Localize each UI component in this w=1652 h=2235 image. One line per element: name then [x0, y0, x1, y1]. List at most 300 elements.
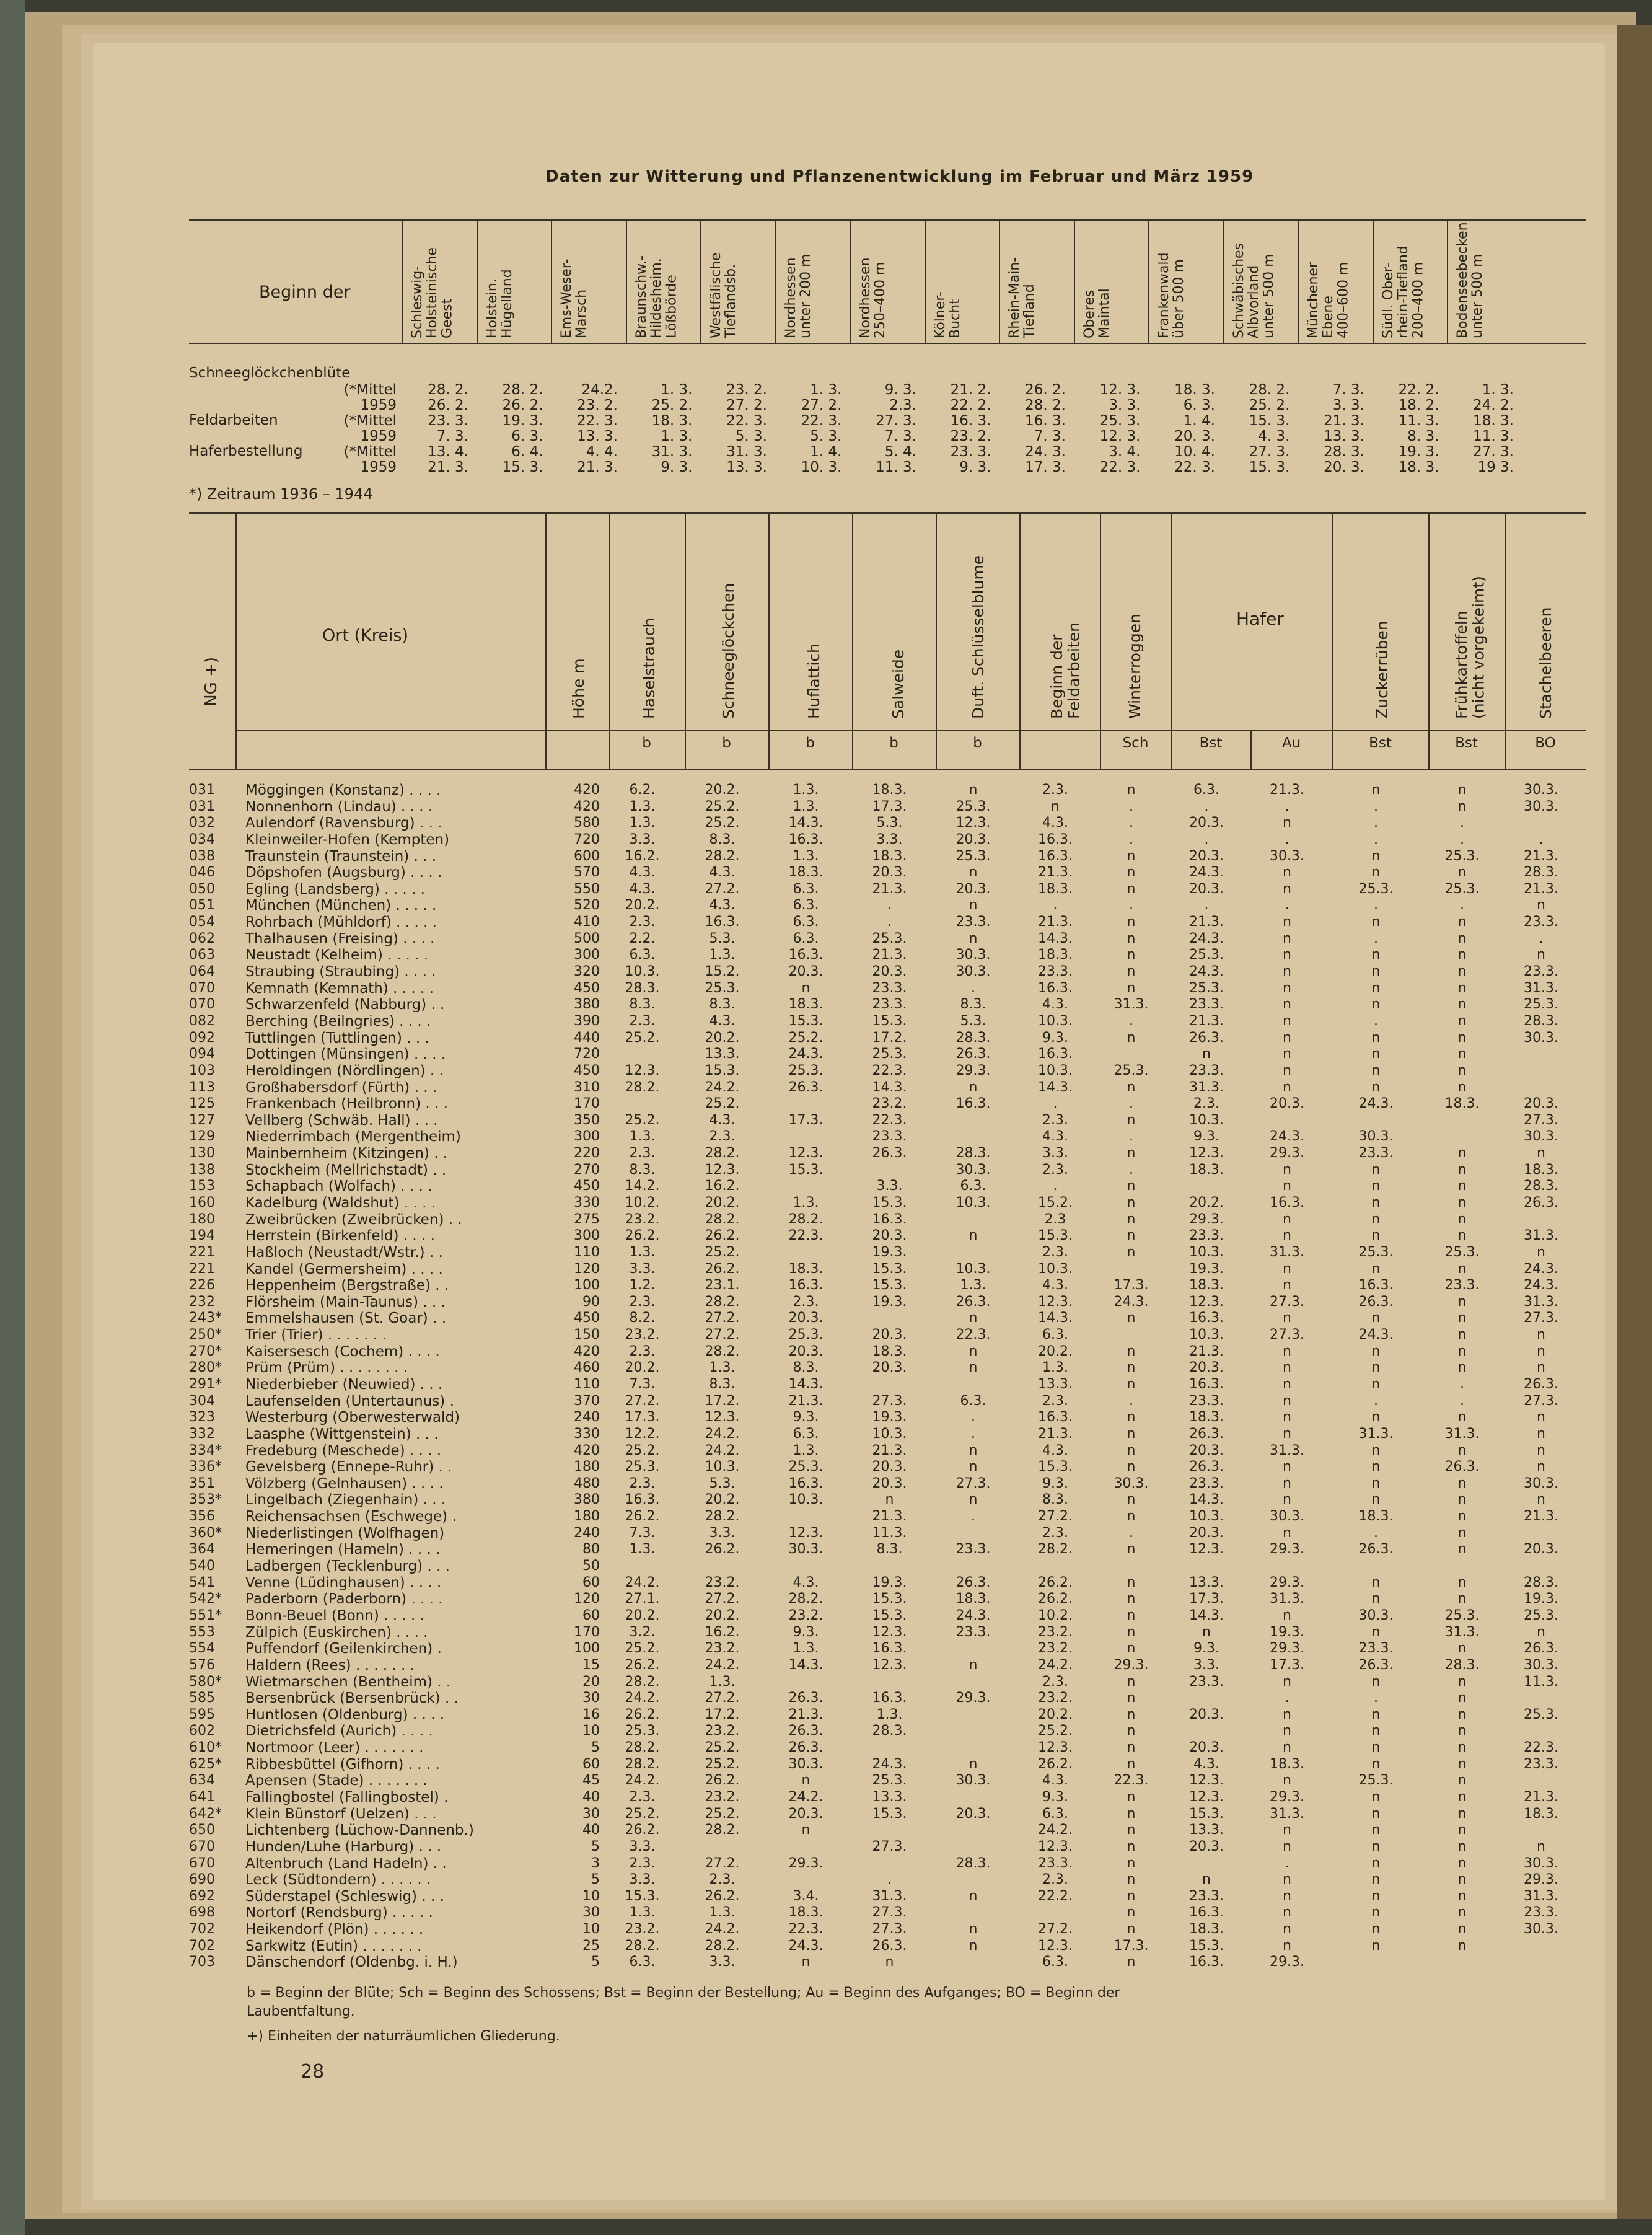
regional-column-rule	[1148, 219, 1149, 343]
station-cell: n	[1457, 1046, 1467, 1062]
station-place: Zweibrücken (Zweibrücken) . .	[245, 1211, 462, 1228]
station-cell: 180	[574, 1459, 600, 1475]
station-cell: 1.3.	[793, 848, 819, 864]
station-cell: 13.3.	[1189, 1574, 1224, 1590]
station-cell: .	[1129, 1162, 1133, 1178]
station-cell: 15.3.	[872, 1805, 907, 1822]
station-cell: n	[1127, 1228, 1136, 1244]
station-cell: n	[1283, 947, 1291, 963]
regional-column-rule	[850, 219, 851, 343]
station-cell: 6.3.	[960, 1393, 986, 1409]
station-cell: 26.3.	[788, 1740, 824, 1756]
station-cell: 28.3.	[956, 1029, 991, 1046]
station-cell: 27.2.	[705, 881, 740, 897]
station-cell: 20.2.	[1038, 1706, 1073, 1722]
station-cell: .	[1285, 1690, 1290, 1706]
station-cell: 26.3.	[956, 1294, 991, 1310]
station-cell: 30.3.	[1524, 782, 1558, 798]
station-cell: 420	[574, 782, 600, 798]
station-place: Süderstapel (Schleswig) . . .	[245, 1888, 444, 1905]
station-cell: 26.2.	[625, 1822, 660, 1838]
station-cell: 25.3.	[872, 930, 907, 946]
station-cell: 13.3.	[1189, 1822, 1224, 1838]
station-cell: 110	[574, 1377, 600, 1392]
regional-rule-top	[189, 219, 1586, 221]
station-cell: 20.3.	[872, 1327, 907, 1343]
station-cell: n	[1457, 1194, 1467, 1210]
station-ng-code: 692	[189, 1888, 215, 1904]
station-cell: 25.3.	[1189, 947, 1224, 963]
station-column-rule	[235, 512, 237, 769]
station-cell: n	[1283, 1905, 1291, 1921]
station-cell: 10.3.	[1189, 1244, 1224, 1260]
station-cell: 1.3.	[629, 1905, 656, 1921]
station-cell: 21.3.	[1038, 865, 1073, 881]
station-cell: 20.2.	[625, 1360, 660, 1376]
station-cell: 30.3.	[956, 947, 991, 963]
station-cell: n	[1371, 1442, 1381, 1458]
station-ng-code: 540	[189, 1558, 215, 1574]
station-place: Frankenbach (Heilbronn) . . .	[245, 1096, 448, 1113]
station-cell: 20	[582, 1673, 600, 1690]
station-cell: 240	[574, 1525, 600, 1541]
station-cell: 15.3.	[1038, 1459, 1073, 1475]
station-column-rule	[1428, 512, 1430, 769]
station-cell: 18.3.	[1189, 1921, 1224, 1937]
station-cell: n	[1371, 947, 1381, 963]
regional-cell: 9. 3.	[884, 382, 916, 398]
station-cell: 15.3.	[1038, 1228, 1073, 1244]
station-cell: n	[969, 1310, 978, 1326]
station-place: Möggingen (Konstanz) . . . .	[245, 782, 441, 798]
station-cell: 30.3.	[1524, 1129, 1558, 1145]
regional-cell: 12. 3.	[1099, 428, 1141, 444]
station-cell: 7.3.	[629, 1525, 656, 1541]
station-cell: n	[969, 1343, 978, 1359]
station-cell: 30.3.	[1524, 1657, 1558, 1673]
station-cell: 26.3.	[1444, 1459, 1480, 1475]
station-place: Laufenselden (Untertaunus) .	[245, 1393, 454, 1409]
station-cell: 23.3.	[956, 1624, 991, 1640]
station-cell: .	[1539, 831, 1544, 847]
station-cell: 25.3.	[872, 1773, 907, 1789]
station-cell: 10.3.	[1189, 1509, 1224, 1525]
station-cell: n	[1371, 782, 1381, 798]
regional-column-header: Frankenwald über 500 m	[1156, 252, 1187, 338]
regional-cell: 16. 3.	[950, 413, 991, 429]
station-cell: 29.3.	[956, 1062, 991, 1078]
station-cell: 25.3.	[1358, 1773, 1394, 1789]
regional-cell: 25. 2.	[651, 397, 693, 413]
station-cell: 28.3.	[1524, 865, 1558, 881]
station-cell: 31.3.	[1270, 1805, 1304, 1822]
station-cell: 12.3.	[705, 1409, 740, 1426]
station-cell: n	[1371, 1492, 1381, 1508]
station-cell: 4.3.	[1042, 1442, 1068, 1458]
station-cell: 23.2.	[788, 1607, 824, 1623]
station-cell: n	[1283, 914, 1291, 930]
station-cell: 440	[574, 1029, 600, 1046]
regional-cell: 13. 3.	[726, 459, 767, 475]
station-cell: 16.3.	[1038, 848, 1073, 864]
station-cell: 1.3.	[1042, 1360, 1068, 1376]
station-ng-code: 113	[189, 1079, 215, 1095]
station-rule-top	[189, 512, 1586, 514]
station-cell: .	[1129, 1013, 1133, 1029]
station-cell: 5	[591, 1954, 600, 1970]
station-ng-code: 634	[189, 1773, 215, 1789]
station-ng-code: 554	[189, 1641, 215, 1657]
station-cell: 26.3.	[872, 1937, 907, 1954]
regional-row-label: 1959	[360, 459, 397, 475]
station-cell: n	[1127, 1805, 1136, 1822]
station-cell: 17.3.	[872, 798, 907, 814]
station-cell: n	[1457, 1211, 1467, 1227]
station-cell: 6.3.	[793, 1426, 819, 1442]
station-cell: 2.3.	[629, 1343, 656, 1359]
station-column-rule	[936, 512, 937, 769]
regional-cell: 16. 3.	[1025, 413, 1066, 429]
station-cell: 12.3.	[1189, 1294, 1224, 1310]
station-cell: n	[1371, 1872, 1381, 1888]
regional-column-header: Holstein. Hügelland	[484, 269, 515, 338]
station-cell: 1.3.	[709, 1673, 736, 1690]
station-cell: 25.3.	[1524, 997, 1558, 1013]
station-cell: n	[1457, 947, 1467, 963]
station-cell: n	[969, 1921, 978, 1937]
station-cell: n	[1371, 997, 1381, 1013]
station-cell: 120	[574, 1261, 600, 1277]
station-cell: n	[1127, 1888, 1136, 1904]
station-cell: n	[1371, 1624, 1381, 1640]
station-cell: 28.3.	[956, 1145, 991, 1162]
station-place: Herrstein (Birkenfeld) . . . .	[245, 1228, 435, 1245]
station-cell: 23.3.	[872, 997, 907, 1013]
station-cell: .	[1129, 1129, 1133, 1145]
station-cell: n	[1457, 1706, 1467, 1722]
station-cell: n	[1537, 1838, 1545, 1854]
station-cell: .	[1374, 1690, 1378, 1706]
station-cell: .	[887, 1872, 892, 1888]
station-cell: n	[1371, 964, 1381, 980]
station-cell: n	[969, 930, 978, 946]
station-cell: n	[1371, 1459, 1381, 1475]
station-cell: 330	[574, 1426, 600, 1442]
station-cell: 20.3.	[872, 1475, 907, 1491]
station-cell: 20.3.	[1189, 1740, 1224, 1756]
station-ng-code: 127	[189, 1112, 215, 1128]
regional-cell: 23. 3.	[950, 444, 991, 460]
station-cell: 24.2.	[788, 1789, 824, 1805]
station-header-hoehe: Höhe m	[569, 658, 587, 719]
station-cell: 25.2.	[705, 798, 740, 814]
station-cell: 28.3.	[1444, 1657, 1480, 1673]
station-cell: 4.3.	[1042, 1773, 1068, 1789]
station-cell: 24.3.	[1524, 1261, 1558, 1277]
station-cell: 26.3.	[1189, 1426, 1224, 1442]
station-place: Stockheim (Mellrichstadt) . .	[245, 1162, 447, 1178]
station-cell: 18.3.	[1189, 1409, 1224, 1426]
station-cell: 25.2.	[788, 1029, 824, 1046]
station-cell: 23.3.	[1524, 964, 1558, 980]
station-cell: 15.3.	[872, 1261, 907, 1277]
station-ng-code: 270*	[189, 1343, 222, 1359]
station-cell: 14.3.	[1189, 1607, 1224, 1623]
station-cell: 17.2.	[705, 1393, 740, 1409]
station-cell: 12.3.	[1189, 1541, 1224, 1558]
station-cell: 28.2.	[705, 1343, 740, 1359]
station-cell: 24.2.	[625, 1574, 660, 1590]
regional-rule-header	[189, 343, 1586, 344]
station-cell: n	[1371, 1574, 1381, 1590]
station-cell: n	[1371, 1409, 1381, 1426]
regional-cell: 22. 3.	[577, 413, 618, 429]
regional-cell: 10. 3.	[801, 459, 842, 475]
station-cell: .	[1460, 1377, 1464, 1392]
station-cell: n	[1371, 1937, 1381, 1954]
regional-cell: 2.3.	[889, 397, 916, 413]
station-ng-code: 602	[189, 1723, 215, 1739]
station-cell: n	[1283, 1888, 1291, 1904]
regional-cell: 3. 3.	[1109, 397, 1141, 413]
station-cell: 16.3.	[788, 947, 824, 963]
station-cell: n	[1537, 1459, 1545, 1475]
station-cell: 4.3.	[793, 1574, 819, 1590]
station-cell: 25.2.	[705, 1096, 740, 1112]
station-cell: n	[1457, 1690, 1467, 1706]
station-cell: .	[1053, 897, 1058, 914]
station-cell: n	[1127, 1624, 1136, 1640]
station-cell: 2.3.	[1042, 1112, 1068, 1128]
station-cell: 23.2.	[625, 1921, 660, 1937]
station-cell: 2.3.	[1042, 1162, 1068, 1178]
station-subheader: b	[973, 735, 982, 751]
station-place: Nonnenhorn (Lindau) . . . .	[245, 798, 433, 815]
station-cell: 28.3.	[1524, 1574, 1558, 1590]
station-subheader: Bst	[1455, 735, 1478, 751]
station-cell: 1.3.	[793, 798, 819, 814]
station-cell: 13.3.	[705, 1046, 740, 1062]
station-cell: .	[1129, 815, 1133, 831]
station-cell: 7.3.	[629, 1377, 656, 1392]
station-header-huflattich: Huflattich	[805, 643, 823, 719]
station-ng-code: 062	[189, 930, 215, 946]
station-cell: 15	[582, 1657, 600, 1673]
station-cell: 2.3.	[709, 1129, 736, 1145]
station-ng-code: 070	[189, 997, 215, 1013]
station-place: Puffendorf (Geilenkirchen) .	[245, 1641, 442, 1657]
station-place: Schapbach (Wolfach) . . . .	[245, 1178, 433, 1195]
station-cell: 23.3.	[1524, 1905, 1558, 1921]
station-place: Straubing (Straubing) . . . .	[245, 964, 436, 981]
station-cell: 30	[582, 1805, 600, 1822]
station-cell: 28.2.	[705, 848, 740, 864]
station-cell: n	[1457, 1162, 1467, 1178]
regional-cell: 24. 2.	[1473, 397, 1514, 413]
station-cell: 23.2.	[625, 1211, 660, 1227]
regional-cell: 15. 3.	[1249, 459, 1290, 475]
station-cell: 8.3.	[793, 1360, 819, 1376]
station-place: Egling (Landsberg) . . . . .	[245, 881, 425, 897]
station-subheader: Sch	[1122, 735, 1149, 751]
station-cell: 330	[574, 1194, 600, 1210]
station-cell: 10.3.	[872, 1426, 907, 1442]
station-ng-code: 625*	[189, 1756, 222, 1772]
station-cell: 16.3.	[1038, 1409, 1073, 1426]
station-cell: 25.3.	[1444, 848, 1480, 864]
station-cell: 15.2.	[705, 964, 740, 980]
station-ng-code: 541	[189, 1574, 215, 1590]
regional-cell: 26. 2.	[1025, 382, 1066, 398]
station-cell: 26.3.	[956, 1046, 991, 1062]
station-cell: n	[1371, 1475, 1381, 1491]
regional-group-label: Feldarbeiten	[189, 412, 278, 428]
station-cell: .	[1129, 1525, 1133, 1541]
station-cell: n	[1537, 1145, 1545, 1162]
station-cell: 12.3.	[705, 1162, 740, 1178]
station-cell: n	[1371, 848, 1381, 864]
regional-cell: 23. 2.	[577, 397, 618, 413]
station-cell: 21.3.	[788, 1706, 824, 1722]
regional-column-rule	[551, 219, 552, 343]
station-ng-code: 698	[189, 1905, 215, 1921]
station-header-haselstrauch: Haselstrauch	[640, 617, 658, 719]
station-cell: n	[1371, 1178, 1381, 1194]
regional-cell: 26. 2.	[502, 397, 543, 413]
regional-column-rule	[925, 219, 926, 343]
station-cell: 1.3.	[793, 782, 819, 798]
station-cell: 29.3.	[1114, 1657, 1149, 1673]
station-cell: 21.3.	[1524, 881, 1558, 897]
station-ng-code: 125	[189, 1096, 215, 1112]
station-cell: 19.3.	[1270, 1624, 1304, 1640]
station-cell: 23.2.	[872, 1096, 907, 1112]
station-cell: 6.3.	[1042, 1805, 1068, 1822]
station-cell: 600	[574, 848, 600, 864]
station-cell: 12.3.	[1038, 1937, 1073, 1954]
station-cell: 10.3.	[788, 1492, 824, 1508]
station-cell: 18.3.	[1524, 1805, 1558, 1822]
station-cell: 300	[574, 1129, 600, 1145]
station-cell: n	[969, 1442, 978, 1458]
station-cell: .	[971, 1409, 975, 1426]
station-cell: 28.2.	[705, 1822, 740, 1838]
regional-cell: 31. 3.	[726, 444, 767, 460]
station-place: Niederbieber (Neuwied) . . .	[245, 1377, 443, 1393]
station-cell: 50	[582, 1558, 600, 1574]
station-cell: 31.3.	[1524, 980, 1558, 996]
station-cell: n	[1371, 1888, 1381, 1904]
regional-cell: 21. 2.	[950, 382, 991, 398]
station-cell: n	[1371, 1706, 1381, 1722]
station-cell: 3	[591, 1855, 600, 1871]
station-cell: n	[1457, 1855, 1467, 1871]
station-cell: 4.3.	[1042, 1277, 1068, 1294]
regional-cell: 25. 2.	[1249, 397, 1290, 413]
station-cell: 16.3.	[788, 1277, 824, 1294]
station-cell: n	[801, 1822, 811, 1838]
station-cell: n	[1457, 1673, 1467, 1690]
station-cell: 2.3.	[1042, 782, 1068, 798]
regional-column-rule	[1074, 219, 1075, 343]
station-cell: 10	[582, 1888, 600, 1904]
station-cell: 25.2.	[625, 1805, 660, 1822]
station-cell: 9.3.	[1193, 1641, 1219, 1657]
station-cell: 16.2.	[625, 848, 660, 864]
station-cell: 29.3.	[956, 1690, 991, 1706]
station-cell: 3.2.	[629, 1624, 656, 1640]
regional-column-header: Schleswig- Holsteinische Geest	[410, 247, 455, 338]
station-cell: 25.2.	[625, 1112, 660, 1128]
station-cell: 16.3.	[1189, 1905, 1224, 1921]
station-cell: 16.2.	[705, 1624, 740, 1640]
regional-cell: 6. 3.	[1183, 397, 1215, 413]
station-cell: n	[1283, 1178, 1291, 1194]
station-place: Dänschendorf (Oldenbg. i. H.)	[245, 1954, 458, 1971]
station-cell: n	[1457, 997, 1467, 1013]
regional-cell: 18. 3.	[1398, 459, 1439, 475]
station-cell: 23.1.	[705, 1277, 740, 1294]
station-ng-code: 082	[189, 1013, 215, 1029]
station-ng-code: 353*	[189, 1492, 222, 1508]
station-cell: n	[1127, 1029, 1136, 1046]
station-cell: 12.3.	[1189, 1773, 1224, 1789]
station-cell: n	[1457, 1409, 1467, 1426]
station-ng-code: 332	[189, 1426, 215, 1442]
legend-line-1: b = Beginn der Blüte; Sch = Beginn des Schossens; Bst = Beginn der Bestellung; Au = Beginn des Aufganges; BO = Beginn der	[247, 1985, 1120, 2001]
station-cell: 4.3.	[1193, 1756, 1219, 1772]
regional-column-rule	[700, 219, 701, 343]
station-cell: 12.3.	[956, 815, 991, 831]
station-cell: n	[1283, 1921, 1291, 1937]
station-cell: n	[1457, 1921, 1467, 1937]
station-place: Haßloch (Neustadt/Wstr.) . .	[245, 1244, 443, 1261]
station-cell: 580	[574, 815, 600, 831]
station-cell: 20.3.	[1189, 1525, 1224, 1541]
station-cell: 24.3.	[1358, 1327, 1394, 1343]
station-cell: n	[1283, 1673, 1291, 1690]
station-cell: n	[1371, 980, 1381, 996]
station-cell: 4.3.	[709, 865, 736, 881]
station-cell: 6.3.	[793, 914, 819, 930]
station-cell: 26.3.	[1524, 1194, 1558, 1210]
station-cell: n	[1283, 1409, 1291, 1426]
regional-cell: 7. 3.	[436, 428, 468, 444]
station-cell: n	[969, 1079, 978, 1095]
station-cell: 24.2.	[625, 1690, 660, 1706]
station-cell: n	[1127, 1459, 1136, 1475]
station-cell: 30	[582, 1905, 600, 1921]
station-cell: 23.3.	[1189, 1673, 1224, 1690]
station-ng-code: 336*	[189, 1459, 222, 1475]
regional-group-label: Schneeglöckchenblüte	[189, 365, 351, 381]
station-cell: 24.3.	[1358, 1096, 1394, 1112]
station-place: Emmelshausen (St. Goar) . .	[245, 1310, 447, 1327]
station-cell: n	[1283, 1062, 1291, 1078]
station-cell: n	[1457, 1574, 1467, 1590]
station-cell: 20.3.	[1270, 1096, 1304, 1112]
station-cell: 23.2.	[1038, 1690, 1073, 1706]
station-ng-code: 160	[189, 1194, 215, 1210]
station-ng-code: 250*	[189, 1327, 222, 1343]
station-place: Bonn-Beuel (Bonn) . . . . .	[245, 1607, 424, 1624]
station-cell: 31.3.	[1358, 1426, 1394, 1442]
station-place: Völzberg (Gelnhausen) . . . .	[245, 1475, 444, 1492]
station-cell: 9.3.	[1193, 1129, 1219, 1145]
station-cell: 17.3.	[1114, 1937, 1149, 1954]
station-subheader: Bst	[1369, 735, 1392, 751]
station-subheader: b	[889, 735, 898, 751]
